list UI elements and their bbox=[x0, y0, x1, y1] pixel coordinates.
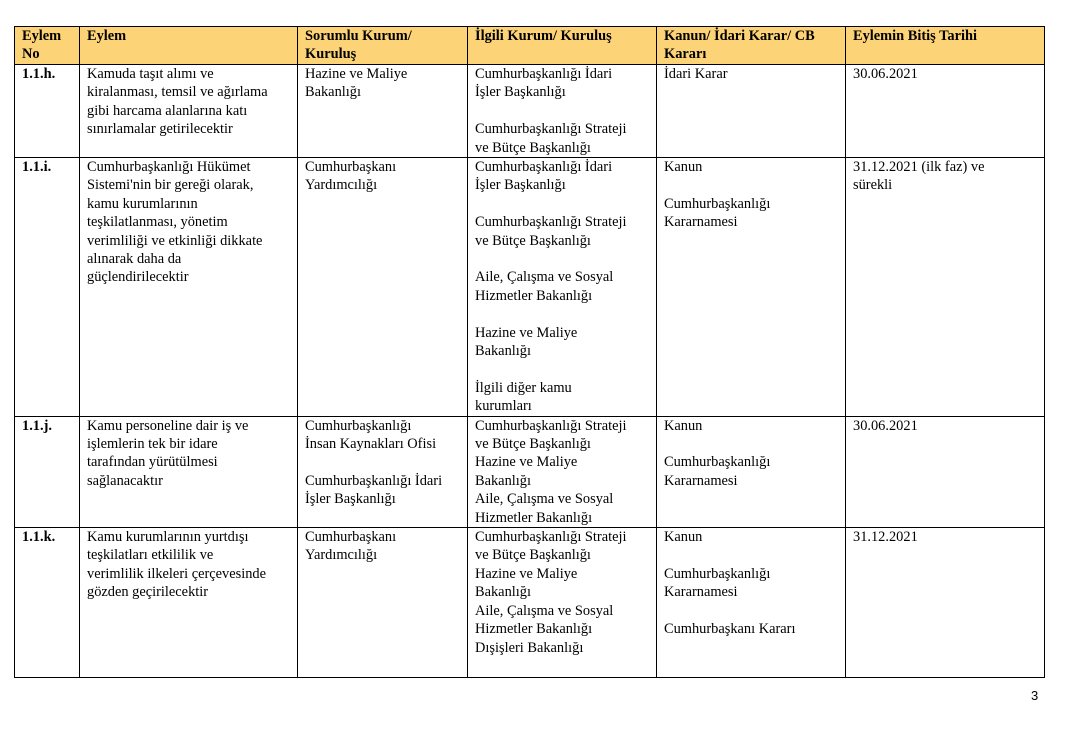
text-line: 1.1.k. bbox=[22, 529, 56, 546]
text-line: Cumhurbaşkanlığı Strateji bbox=[475, 529, 627, 546]
text-line: Cumhurbaşkanlığı Hükümet bbox=[87, 159, 251, 176]
text-line: sağlanacaktır bbox=[87, 472, 163, 489]
text-line: Kamu personeline dair iş ve bbox=[87, 417, 249, 434]
text-line: Kararnamesi bbox=[664, 472, 738, 489]
text-line: İdari Karar bbox=[664, 66, 728, 82]
header-sorumlu-kurum: Sorumlu Kurum/ Kuruluş bbox=[298, 27, 468, 65]
text-line: Hazine ve Maliye bbox=[475, 565, 578, 582]
text-line: İşler Başkanlığı bbox=[305, 491, 396, 508]
cell-eylem-no bbox=[15, 416, 80, 527]
cell-eylem bbox=[80, 528, 298, 678]
text-line: Hizmetler Bakanlığı bbox=[475, 621, 593, 638]
cell-eylem bbox=[80, 158, 298, 417]
text-line: ve Bütçe Başkanlığı bbox=[475, 436, 591, 453]
text-line: Cumhurbaşkanlığı bbox=[664, 195, 771, 212]
text-line: 1.1.j. bbox=[22, 417, 52, 434]
cell-bitis-tarihi bbox=[846, 416, 1045, 527]
cell-eylem bbox=[80, 416, 298, 527]
text-line: ve Bütçe Başkanlığı bbox=[475, 232, 591, 249]
text-line: verimlilik ilkeleri çerçevesinde bbox=[87, 565, 267, 582]
text-line: sürekli bbox=[853, 177, 893, 194]
cell-eylem-no bbox=[15, 158, 80, 417]
text-line: Bakanlığı bbox=[305, 84, 361, 101]
cell-bitis-tarihi bbox=[846, 65, 1045, 158]
text-line: Kanun bbox=[664, 159, 703, 176]
paragraph-gap bbox=[664, 546, 845, 564]
text-line: İşler Başkanlığı bbox=[475, 84, 566, 101]
text-line: İşler Başkanlığı bbox=[475, 177, 566, 194]
cell-sorumlu-kurum bbox=[298, 65, 468, 158]
text-line: Hazine ve Maliye bbox=[475, 324, 578, 341]
cell-bitis-tarihi bbox=[846, 528, 1045, 678]
text-line: Cumhurbaşkanı bbox=[305, 529, 397, 546]
text-line: Kanun bbox=[664, 417, 703, 434]
text-line: İnsan Kaynakları Ofisi bbox=[305, 436, 437, 453]
cell-eylem-no bbox=[15, 65, 80, 158]
cell-eylem-no bbox=[15, 528, 80, 678]
page-number: 3 bbox=[1031, 688, 1039, 703]
action-plan-table bbox=[14, 26, 1045, 678]
text-line: teşkilatları etkililik ve bbox=[87, 547, 214, 564]
text-line: Cumhurbaşkanı Kararı bbox=[664, 621, 796, 638]
text-line: 31.12.2021 bbox=[853, 529, 918, 546]
paragraph-gap bbox=[475, 250, 656, 268]
table-header-row bbox=[15, 27, 1045, 65]
paragraph-gap bbox=[475, 305, 656, 323]
cell-ilgili-kurum bbox=[468, 65, 657, 158]
text-line: 31.12.2021 (ilk faz) ve bbox=[853, 159, 985, 176]
text-line: Yardımcılığı bbox=[305, 177, 378, 194]
text-line: Kararnamesi bbox=[664, 214, 738, 231]
text-line: ve Bütçe Başkanlığı bbox=[475, 139, 591, 156]
text-line: güçlendirilecektir bbox=[87, 269, 189, 286]
text-line: 1.1.i. bbox=[22, 159, 52, 176]
text-line: Cumhurbaşkanlığı bbox=[664, 454, 771, 471]
text-line: Cumhurbaşkanlığı Strateji bbox=[475, 121, 627, 138]
text-line: gibi harcama alanlarına katı bbox=[87, 102, 248, 119]
text-line: Aile, Çalışma ve Sosyal bbox=[475, 269, 614, 286]
table-row bbox=[15, 65, 1045, 158]
text-line: Cumhurbaşkanlığı İdari bbox=[475, 159, 613, 176]
paragraph-gap bbox=[475, 195, 656, 213]
header-eylem: Eylem bbox=[80, 27, 298, 65]
text-line: 30.06.2021 bbox=[853, 417, 918, 434]
text-line: Cumhurbaşkanlığı bbox=[664, 565, 771, 582]
text-line: Kararnamesi bbox=[664, 584, 738, 601]
text-line: Kamuda taşıt alımı ve bbox=[87, 66, 214, 82]
text-line: kamu kurumlarının bbox=[87, 195, 198, 212]
text-line: Hazine ve Maliye bbox=[475, 454, 578, 471]
text-line: Hazine ve Maliye bbox=[305, 66, 408, 82]
cell-ilgili-kurum bbox=[468, 528, 657, 678]
text-line: Aile, Çalışma ve Sosyal bbox=[475, 602, 614, 619]
cell-ilgili-kurum bbox=[468, 158, 657, 417]
text-line: Hizmetler Bakanlığı bbox=[475, 509, 593, 526]
paragraph-gap bbox=[475, 102, 656, 120]
text-line: Kanun bbox=[664, 529, 703, 546]
header-ilgili-kurum: İlgili Kurum/ Kuruluş bbox=[468, 27, 657, 65]
table-row bbox=[15, 528, 1045, 678]
text-line: sınırlamalar getirilecektir bbox=[87, 121, 233, 138]
text-line: işlemlerin tek bir idare bbox=[87, 436, 218, 453]
text-line: Sistemi'nin bir gereği olarak, bbox=[87, 177, 254, 194]
text-line: kiralanması, temsil ve ağırlama bbox=[87, 84, 268, 101]
cell-kanun-karar bbox=[657, 65, 846, 158]
text-line: Dışişleri Bakanlığı bbox=[475, 639, 584, 656]
text-line: Cumhurbaşkanlığı Strateji bbox=[475, 417, 627, 434]
text-line: Bakanlığı bbox=[475, 472, 531, 489]
text-line: tarafından yürütülmesi bbox=[87, 454, 218, 471]
text-line: Hizmetler Bakanlığı bbox=[475, 287, 593, 304]
text-line: gözden geçirilecektir bbox=[87, 584, 209, 601]
text-line: Yardımcılığı bbox=[305, 547, 378, 564]
header-bitis-tarihi: Eylemin Bitiş Tarihi bbox=[846, 27, 1045, 65]
text-line: Cumhurbaşkanlığı İdari bbox=[475, 66, 613, 82]
cell-bitis-tarihi bbox=[846, 158, 1045, 417]
text-line: 1.1.h. bbox=[22, 66, 56, 82]
text-line: Cumhurbaşkanlığı İdari bbox=[305, 472, 443, 489]
text-line: Aile, Çalışma ve Sosyal bbox=[475, 491, 614, 508]
table-row bbox=[15, 158, 1045, 417]
text-line: ve Bütçe Başkanlığı bbox=[475, 547, 591, 564]
paragraph-gap bbox=[664, 602, 845, 620]
header-kanun-karar: Kanun/ İdari Karar/ CB Kararı bbox=[657, 27, 846, 65]
paragraph-gap bbox=[664, 176, 845, 194]
paragraph-gap bbox=[475, 360, 656, 378]
text-line: verimliliği ve etkinliği dikkate bbox=[87, 232, 263, 249]
text-line: İlgili diğer kamu bbox=[475, 379, 572, 396]
table-row bbox=[15, 416, 1045, 527]
text-line: Cumhurbaşkanlığı Strateji bbox=[475, 214, 627, 231]
text-line: 30.06.2021 bbox=[853, 66, 918, 82]
cell-kanun-karar bbox=[657, 528, 846, 678]
text-line: kurumları bbox=[475, 398, 532, 415]
text-line: teşkilatlanması, yönetim bbox=[87, 214, 228, 231]
table-body bbox=[15, 65, 1045, 678]
text-line: alınarak daha da bbox=[87, 251, 182, 268]
text-line: Cumhurbaşkanlığı bbox=[305, 417, 412, 434]
cell-sorumlu-kurum bbox=[298, 416, 468, 527]
text-line: Kamu kurumlarının yurtdışı bbox=[87, 529, 249, 546]
cell-eylem bbox=[80, 65, 298, 158]
cell-sorumlu-kurum bbox=[298, 528, 468, 678]
cell-kanun-karar bbox=[657, 158, 846, 417]
text-line: Cumhurbaşkanı bbox=[305, 159, 397, 176]
cell-ilgili-kurum bbox=[468, 416, 657, 527]
header-eylem-no: Eylem No bbox=[15, 27, 80, 65]
paragraph-gap bbox=[664, 435, 845, 453]
text-line: Bakanlığı bbox=[475, 343, 531, 360]
cell-kanun-karar bbox=[657, 416, 846, 527]
cell-sorumlu-kurum bbox=[298, 158, 468, 417]
text-line: Bakanlığı bbox=[475, 584, 531, 601]
paragraph-gap bbox=[305, 453, 467, 471]
